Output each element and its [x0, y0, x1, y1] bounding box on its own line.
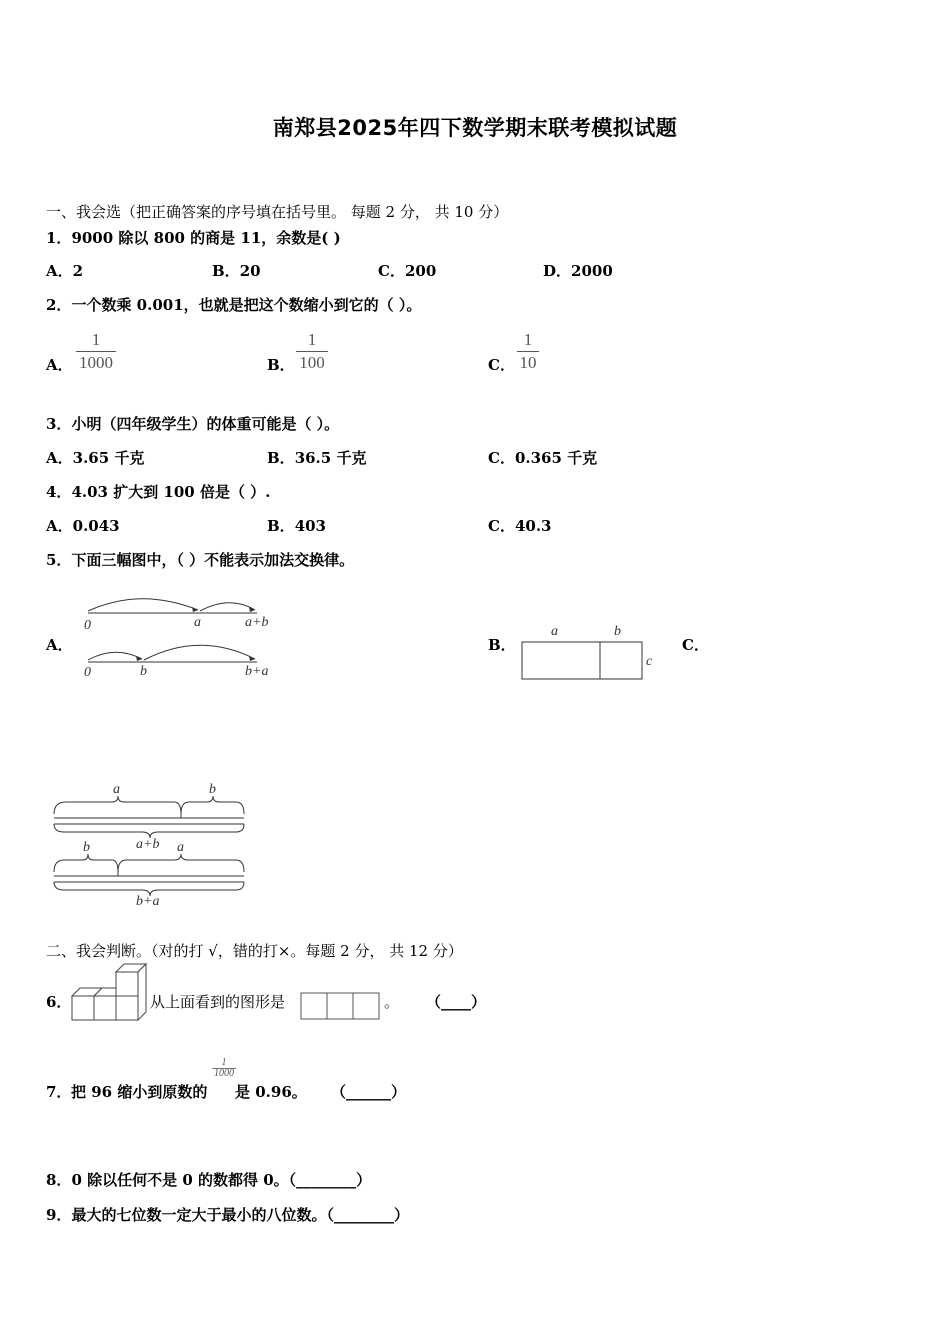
- option-value: 2000: [571, 262, 613, 280]
- q5-figure-a-number-lines: [80, 585, 280, 685]
- q6-top-view-figure: [299, 991, 381, 1021]
- arc-b-bottom: [88, 652, 142, 660]
- option-label: B．: [267, 517, 295, 535]
- fraction-numerator: 1: [91, 330, 101, 349]
- q5-option-b-label[interactable]: B．: [488, 636, 516, 654]
- label-a: a: [551, 624, 558, 639]
- q5-number: 5．: [46, 551, 72, 569]
- option-value: 200: [404, 262, 437, 280]
- q2-option-c-fraction: [517, 330, 539, 373]
- q4-option-b[interactable]: [267, 517, 326, 535]
- q5: [46, 551, 354, 569]
- q2-option-a-fraction: [76, 330, 116, 373]
- label-b-bottom: b: [140, 664, 147, 679]
- option-label: C．: [488, 517, 515, 535]
- q5-option-c-label[interactable]: C．: [682, 636, 709, 654]
- top-view-outline: [301, 993, 379, 1019]
- q3-option-b[interactable]: [267, 449, 366, 467]
- brace-b-bottom: [54, 854, 118, 872]
- q1-text: 9000 除以 800 的商是 11，余数是( ): [71, 229, 341, 247]
- q4: [46, 483, 270, 501]
- q8: [46, 1171, 371, 1189]
- q5-text: 下面三幅图中，（ ）不能表示加法交换律。: [71, 551, 355, 569]
- label-a-plus-b: a+b: [245, 615, 269, 630]
- option-label: C．: [488, 449, 515, 467]
- q8-text[interactable]: 0 除以任何不是 0 的数都得 0。（________）: [71, 1171, 372, 1189]
- q2-option-c-label[interactable]: C．: [488, 356, 515, 374]
- brace-b-top: [181, 796, 244, 814]
- label-a-top: a: [113, 782, 120, 797]
- q2-option-b-label[interactable]: B．: [267, 356, 295, 374]
- q3: [46, 415, 339, 433]
- q5-figure-c-strip-diagram: [50, 780, 250, 910]
- label-b-plus-a: b+a: [245, 664, 269, 679]
- label-c: c: [646, 654, 653, 669]
- option-label: C．: [378, 262, 405, 280]
- label-b-top: b: [209, 782, 216, 797]
- q1-option-b[interactable]: [212, 262, 261, 280]
- q4-option-a[interactable]: [46, 517, 120, 535]
- section1-heading: 一、我会选（把正确答案的序号填在括号里。 每题 2 分， 共 10 分）: [46, 203, 509, 221]
- q2-option-b-fraction: [296, 330, 328, 373]
- fraction-numerator: 1: [307, 330, 317, 349]
- option-label: A．: [46, 517, 73, 535]
- label-a-top: a: [194, 615, 201, 630]
- q6-text: 从上面看到的图形是: [150, 993, 286, 1011]
- label-a-bottom: a: [177, 840, 184, 855]
- q2-option-a-label[interactable]: A．: [46, 356, 73, 374]
- rectangle: [522, 642, 642, 679]
- q1: [46, 229, 341, 247]
- brace-a-top: [54, 796, 181, 814]
- q3-option-c[interactable]: [488, 449, 597, 467]
- q6-cube-stack-figure: [68, 962, 152, 1022]
- fraction-denominator: 1000: [214, 1068, 234, 1079]
- option-value: 36.5 千克: [294, 449, 367, 467]
- option-label: A．: [46, 449, 73, 467]
- q8-number: 8．: [46, 1171, 72, 1189]
- label-b-plus-a: b+a: [136, 894, 160, 909]
- cube-front-4: [116, 972, 138, 996]
- q6-tail: 。: [384, 993, 400, 1011]
- fraction-bar: [517, 351, 539, 352]
- q5-option-a-label[interactable]: A．: [46, 636, 73, 654]
- q2-number: 2．: [46, 296, 72, 314]
- fraction-denominator: 10: [519, 353, 537, 372]
- label-0-top: 0: [84, 618, 91, 633]
- option-label: A．: [46, 262, 73, 280]
- q6-answer-blank[interactable]: （____）: [426, 993, 487, 1011]
- q1-option-c[interactable]: [378, 262, 436, 280]
- option-value: 403: [294, 517, 326, 535]
- q1-option-d[interactable]: [543, 262, 613, 280]
- q3-option-a[interactable]: [46, 449, 144, 467]
- fraction-denominator: 100: [299, 353, 325, 372]
- section2-heading: 二、我会判断。（对的打 √，错的打×。每题 2 分， 共 12 分）: [46, 942, 463, 960]
- q4-number: 4．: [46, 483, 72, 501]
- q4-option-c[interactable]: [488, 517, 552, 535]
- arc-a-bottom: [144, 645, 255, 660]
- q9-number: 9．: [46, 1206, 72, 1224]
- q2: [46, 296, 421, 314]
- label-b-bottom: b: [83, 840, 90, 855]
- q6-number: 6．: [46, 993, 72, 1011]
- q7-answer-blank[interactable]: （______）: [331, 1083, 407, 1101]
- fraction-numerator: 1: [523, 330, 533, 349]
- option-value: 40.3: [514, 517, 552, 535]
- q1-option-a[interactable]: [46, 262, 83, 280]
- q9-text[interactable]: 最大的七位数一定大于最小的八位数。（________）: [71, 1206, 409, 1224]
- q2-text: 一个数乘 0.001，也就是把这个数缩小到它的（ ）。: [71, 296, 422, 314]
- label-a-plus-b: a+b: [136, 837, 160, 852]
- page-title: 南郑县2025年四下数学期末联考模拟试题: [272, 116, 678, 140]
- arc-a: [88, 599, 198, 611]
- option-label: B．: [212, 262, 240, 280]
- brace-a-bottom: [118, 854, 244, 872]
- q7-number: 7．: [46, 1083, 72, 1101]
- fraction-bar: [76, 351, 116, 352]
- q3-text: 小明（四年级学生）的体重可能是（ ）。: [71, 415, 340, 433]
- cube-front-3: [116, 996, 138, 1020]
- option-value: 0.043: [72, 517, 120, 535]
- arc-b: [200, 603, 255, 611]
- q4-text: 4.03 扩大到 100 倍是（ ）.: [71, 483, 271, 501]
- option-value: 20: [239, 262, 261, 280]
- q7-text-after: 是 0.96。: [235, 1083, 307, 1101]
- q1-number: 1．: [46, 229, 72, 247]
- label-0-bottom: 0: [84, 665, 91, 680]
- option-label: D．: [543, 262, 572, 280]
- option-value: 2: [72, 262, 84, 280]
- cube-front-2: [94, 996, 116, 1020]
- q7-text-before: 把 96 缩小到原数的: [71, 1083, 208, 1101]
- option-value: 0.365 千克: [514, 449, 598, 467]
- q3-number: 3．: [46, 415, 72, 433]
- fraction-bar: [296, 351, 328, 352]
- fraction-numerator: 1: [221, 1057, 227, 1068]
- q7-fraction: [212, 1058, 236, 1079]
- option-label: B．: [267, 449, 295, 467]
- q5-figure-b-rectangle: [515, 620, 665, 686]
- q9: [46, 1206, 409, 1224]
- brace-sum-top: [54, 824, 244, 838]
- cube-front-1: [72, 996, 94, 1020]
- label-b: b: [614, 624, 621, 639]
- fraction-denominator: 1000: [79, 353, 113, 372]
- option-value: 3.65 千克: [72, 449, 145, 467]
